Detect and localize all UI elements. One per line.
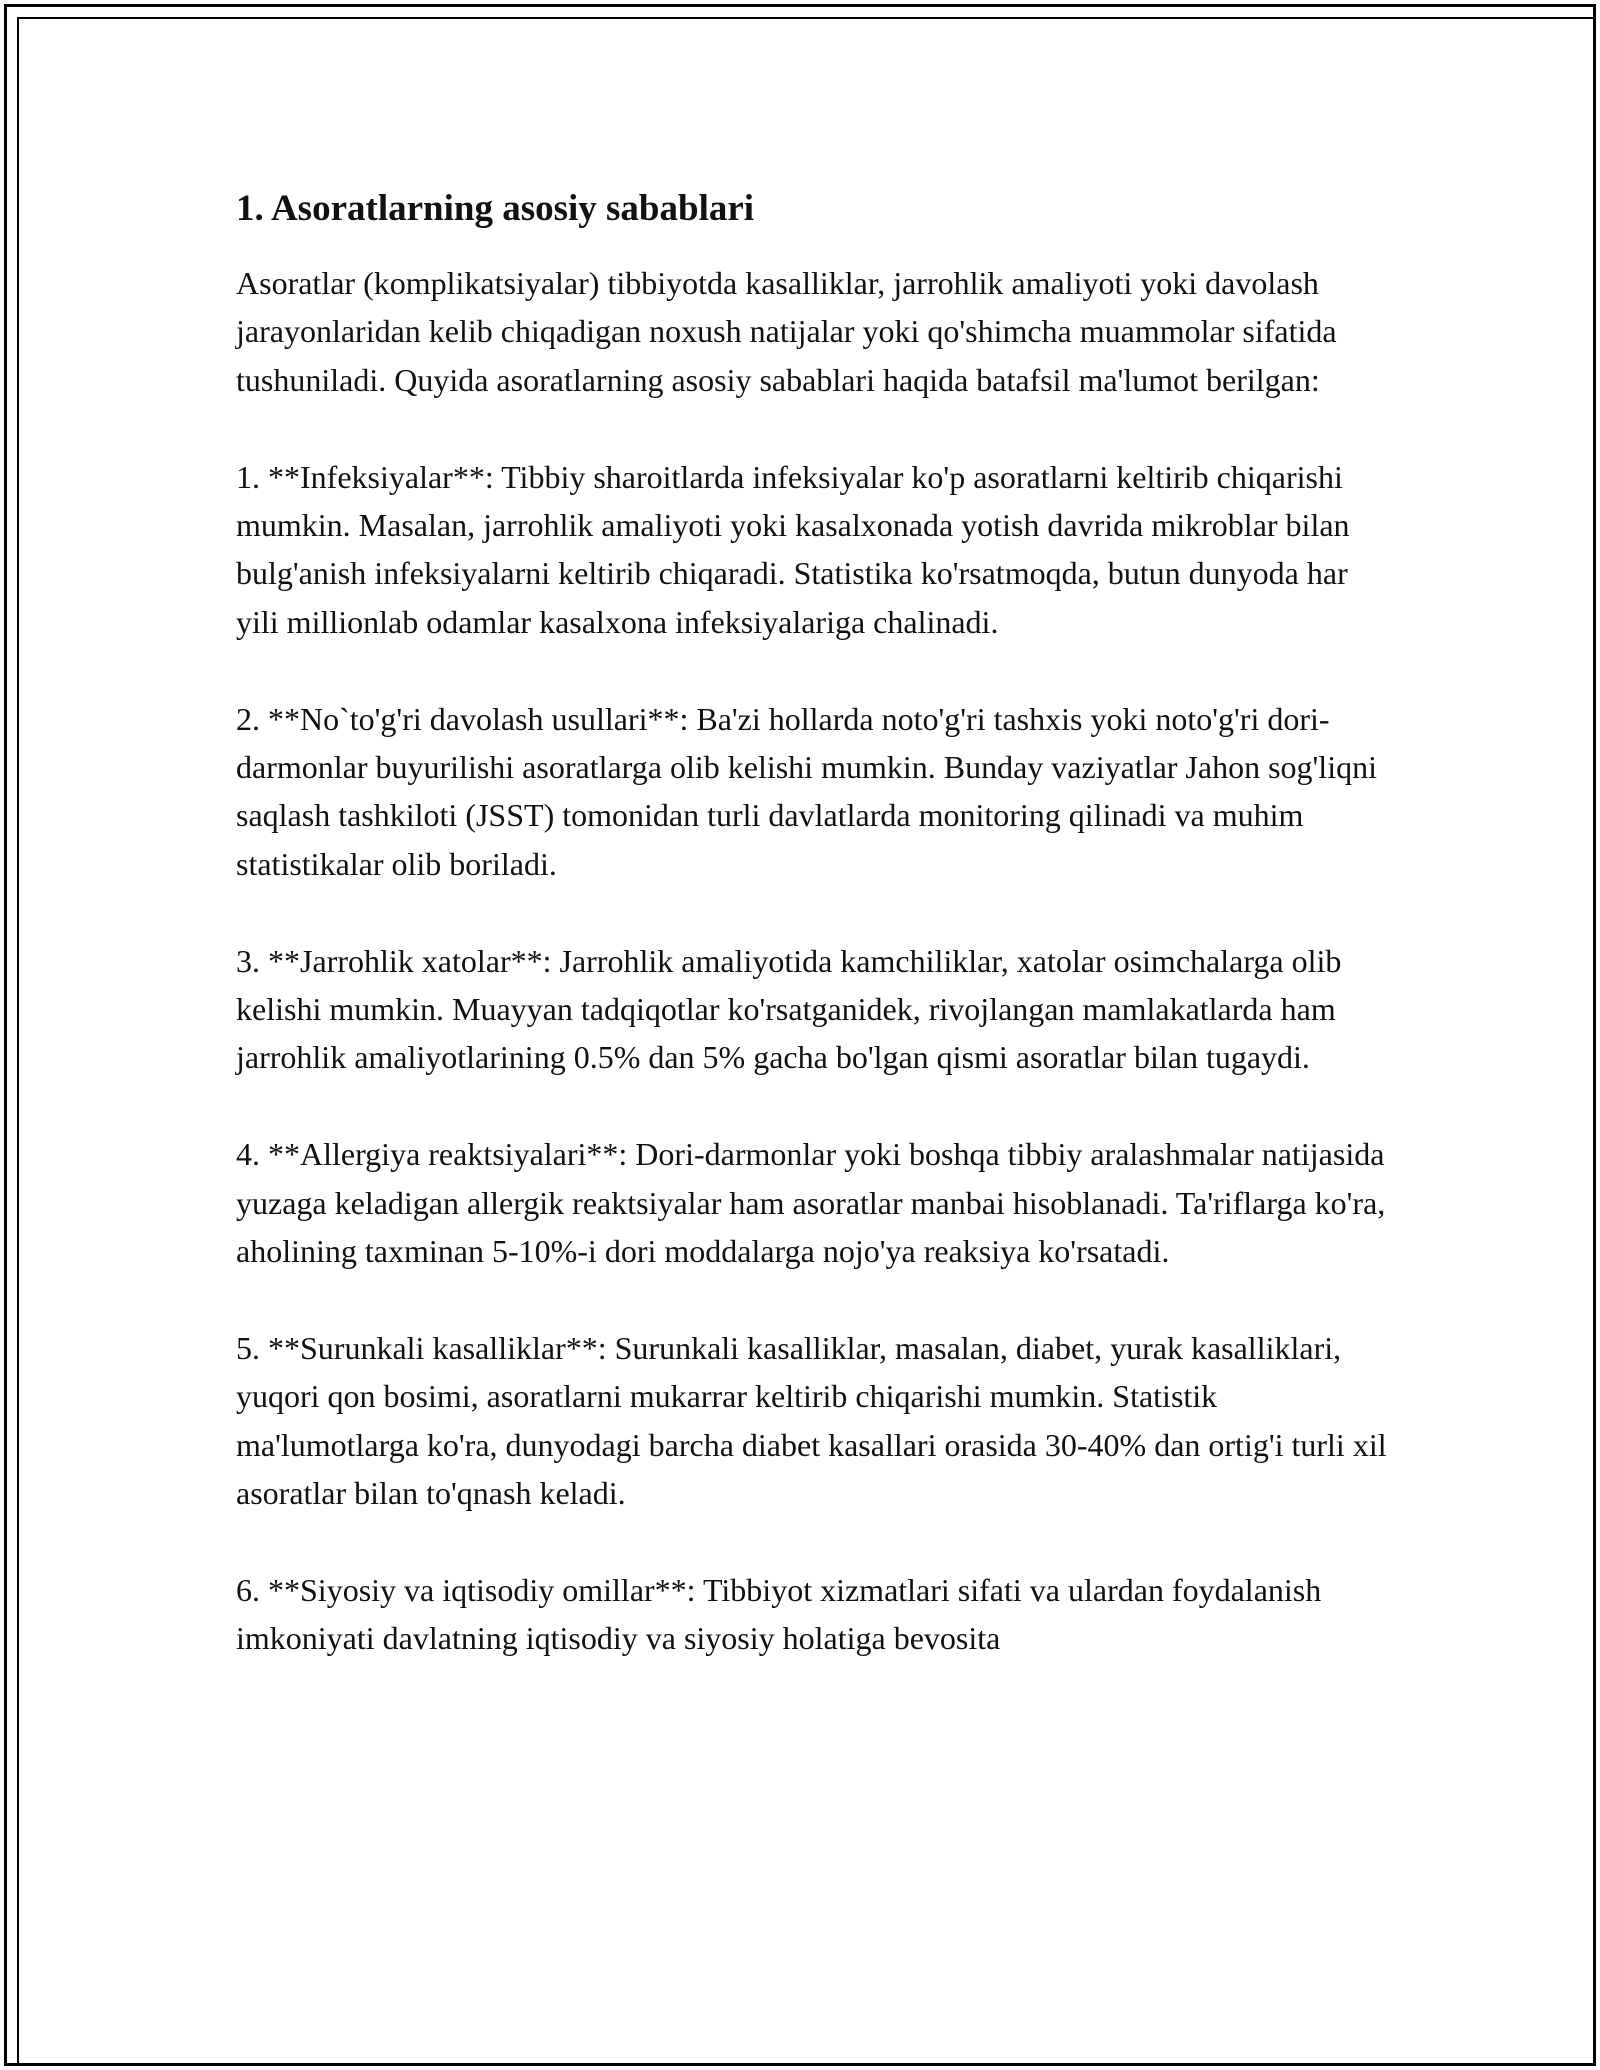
paragraph-surunkali-kasalliklar: 5. **Surunkali kasalliklar**: Surunkali kasalliklar, masalan, diabet, yurak kasalliklari, yuqori qon bosimi, asoratlarni mukarrar keltirib chiqarishi mumkin. Statistik ma'lumotlarga ko'ra, dunyodagi barcha diabet kasallari orasida 30-40% dan ortig'i turli xil asoratlar bilan to'qnash keladi. (236, 1329, 1387, 1512)
paragraph-allergiya: 4. **Allergiya reaktsiyalari**: Dori-darmonlar yoki boshqa tibbiy aralashmalar natijasida yuzaga keladigan allergik reaktsiyalar ham asoratlar manbai hisoblanadi. Ta'riflarga ko'ra, aholining taxminan 5-10%-i dori moddalarga nojo'ya reaksiya ko'rsatadi. (236, 1136, 1386, 1270)
paragraph-siyosiy-omillar: 6. **Siyosiy va iqtisodiy omillar**: Tibbiyot xizmatlari sifati va ulardan foydalanish imkoniyati davlatning iqtisodiy va siyosiy holatiga bevosita (236, 1571, 1322, 1657)
paragraph-jarrohlik-xatolar: 3. **Jarrohlik xatolar**: Jarrohlik amaliyotida kamchiliklar, xatolar osimchalarga olib kelishi mumkin. Muayyan tadqiqotlar ko'rsatganidek, rivojlangan mamlakatlarda ham jarrohlik amaliyotlarining 0.5% dan 5% gacha bo'lgan qismi asoratlar bilan tugaydi. (236, 942, 1342, 1076)
intro-paragraph: Asoratlar (komplikatsiyalar) tibbiyotda kasalliklar, jarrohlik amaliyoti yoki davolash jarayonlaridan kelib chiqadigan noxush natijalar yoki qo'shimcha muammolar sifatida tushuniladi. Quyida asoratlarning asosiy sabablari haqida batafsil ma'lumot berilgan: (236, 265, 1337, 398)
paragraph-infeksiyalar: 1. **Infeksiyalar**: Tibbiy sharoitlarda infeksiyalar ko'p asoratlarni keltirib chiqarishi mumkin. Masalan, jarrohlik amaliyoti yoki kasalxonada yotish davrida mikroblar bilan bulg'anish infeksiyalarni keltirib chiqaradi. Statistika ko'rsatmoqda, butun dunyoda har yili millionlab odamlar kasalxona infeksiyalariga chalinadi. (236, 458, 1350, 640)
paragraph-davolash-usullari: 2. **No`to'g'ri davolash usullari**: Ba'zi hollarda noto'g'ri tashxis yoki noto'g'ri dori-darmonlar buyurilishi asoratlarga olib kelishi mumkin. Bunday vaziyatlar Jahon sog'liqni saqlash tashkiloti (JSST) tomonidan turli davlatlarda monitoring qilinadi va muhim statistikalar olib boriladi. (236, 700, 1377, 882)
document-body (236, 185, 1396, 1711)
section-heading: 1. Asoratlarning asosiy sabablari (236, 188, 755, 229)
